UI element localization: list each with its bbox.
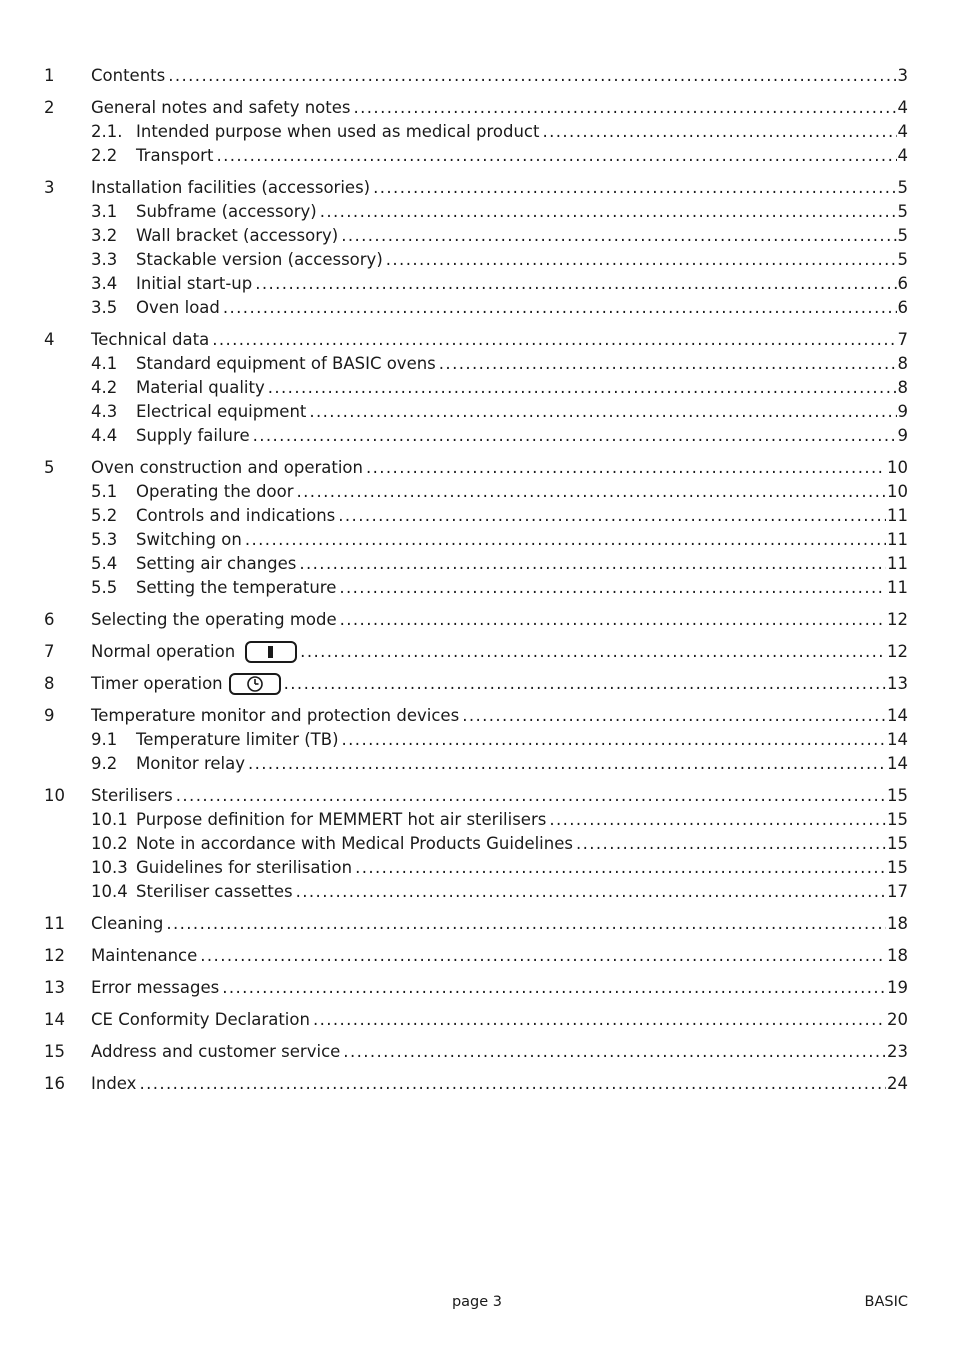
toc-number: 3.3: [91, 250, 118, 269]
toc-title: Monitor relay: [136, 754, 245, 773]
toc-number: 2.2: [91, 146, 118, 165]
toc-section[interactable]: [0, 672, 954, 696]
toc-section[interactable]: [0, 456, 954, 480]
toc-title: Timer operation: [91, 674, 223, 693]
toc-page-number: 6: [897, 274, 908, 293]
toc-number: 4: [44, 330, 55, 349]
normal-operation-bar-icon: [245, 641, 297, 663]
toc-number: 7: [44, 642, 55, 661]
toc-subsection[interactable]: [0, 856, 954, 880]
toc-page-number: 8: [897, 354, 908, 373]
toc-title: Material quality: [136, 378, 265, 397]
toc-page-number: 17: [887, 882, 908, 901]
toc-subsection[interactable]: [0, 224, 954, 248]
dot-leader: [338, 504, 886, 528]
dot-leader: [297, 480, 886, 504]
dot-leader: [176, 784, 886, 808]
dot-leader: [212, 328, 896, 352]
product-name: BASIC: [864, 1294, 908, 1310]
toc-page-number: 15: [887, 858, 908, 877]
toc-subsection[interactable]: [0, 528, 954, 552]
toc-page-number: 12: [887, 610, 908, 629]
toc-number: 5.4: [91, 554, 118, 573]
dot-leader: [299, 552, 886, 576]
toc-title: Switching on: [136, 530, 242, 549]
toc-number: 9.1: [91, 730, 118, 749]
toc-title: Temperature limiter (TB): [136, 730, 339, 749]
toc-title: Operating the door: [136, 482, 294, 501]
toc-title: Sterilisers: [91, 786, 173, 805]
dot-leader: [255, 272, 896, 296]
toc-title: Index: [91, 1074, 137, 1093]
toc-number: 3: [44, 178, 55, 197]
toc-title: Selecting the operating mode: [91, 610, 337, 629]
dot-leader: [343, 1040, 886, 1064]
toc-subsection[interactable]: [0, 728, 954, 752]
toc-page-number: 19: [887, 978, 908, 997]
toc-number: 4.1: [91, 354, 118, 373]
toc-page-number: 11: [887, 554, 908, 573]
toc-number: 5.1: [91, 482, 118, 501]
toc-number: 9.2: [91, 754, 118, 773]
toc-page-number: 4: [897, 146, 908, 165]
toc-section[interactable]: [0, 784, 954, 808]
toc-number: 12: [44, 946, 65, 965]
toc-title: Note in accordance with Medical Products Guidelines: [136, 834, 573, 853]
toc-title: Wall bracket (accessory): [136, 226, 339, 245]
toc-number: 10.4: [91, 882, 128, 901]
toc-page-number: 14: [887, 706, 908, 725]
toc-number: 5: [44, 458, 55, 477]
toc-subsection[interactable]: [0, 272, 954, 296]
toc-number: 13: [44, 978, 65, 997]
toc-title: Temperature monitor and protection devices: [91, 706, 460, 725]
toc-number: 10: [44, 786, 65, 805]
toc-page-number: 11: [887, 506, 908, 525]
toc-number: 6: [44, 610, 55, 629]
toc-subsection[interactable]: [0, 576, 954, 600]
page-number: page 3: [451, 1294, 503, 1310]
toc-subsection[interactable]: [0, 400, 954, 424]
toc-section[interactable]: [0, 328, 954, 352]
dot-leader: [549, 808, 886, 832]
toc-page-number: 15: [887, 834, 908, 853]
dot-leader: [341, 224, 896, 248]
toc-page-number: 9: [897, 426, 908, 445]
toc-number: 5.2: [91, 506, 118, 525]
toc-title: Intended purpose when used as medical product: [136, 122, 540, 141]
toc-title: Electrical equipment: [136, 402, 307, 421]
toc-number: 10.3: [91, 858, 128, 877]
toc-page-number: 20: [887, 1010, 908, 1029]
toc-number: 3.5: [91, 298, 118, 317]
toc-page-number: 7: [897, 330, 908, 349]
toc-subsection[interactable]: [0, 880, 954, 904]
dot-leader: [576, 832, 886, 856]
toc-page-number: 5: [897, 250, 908, 269]
toc-title: Supply failure: [136, 426, 250, 445]
toc-number: 3.4: [91, 274, 118, 293]
toc-number: 3.1: [91, 202, 118, 221]
dot-leader: [222, 976, 886, 1000]
toc-title: Guidelines for sterilisation: [136, 858, 353, 877]
dot-leader: [373, 176, 896, 200]
toc-section[interactable]: [0, 704, 954, 728]
toc-subsection[interactable]: [0, 144, 954, 168]
toc-number: 2: [44, 98, 55, 117]
toc-number: 4.3: [91, 402, 118, 421]
toc-section[interactable]: [0, 176, 954, 200]
toc-page-number: 5: [897, 202, 908, 221]
toc-page-number: 18: [887, 914, 908, 933]
toc-page-number: 10: [887, 458, 908, 477]
toc-page-number: 15: [887, 810, 908, 829]
toc-number: 3.2: [91, 226, 118, 245]
dot-leader: [366, 456, 886, 480]
toc-subsection[interactable]: [0, 120, 954, 144]
toc-title: Address and customer service: [91, 1042, 341, 1061]
toc-number: 14: [44, 1010, 65, 1029]
toc-section[interactable]: [0, 976, 954, 1000]
toc-title: Initial start-up: [136, 274, 253, 293]
dot-leader: [339, 576, 886, 600]
toc-title: Cleaning: [91, 914, 164, 933]
dot-leader: [300, 640, 886, 664]
toc-number: 2.1.: [91, 122, 123, 141]
toc-number: 11: [44, 914, 65, 933]
toc-section[interactable]: [0, 1072, 954, 1096]
toc-title: Normal operation: [91, 642, 236, 661]
toc-title: CE Conformity Declaration: [91, 1010, 310, 1029]
toc-title: Setting the temperature: [136, 578, 337, 597]
toc-page-number: 15: [887, 786, 908, 805]
toc-section[interactable]: [0, 912, 954, 936]
toc-title: Oven construction and operation: [91, 458, 363, 477]
toc-page-number: 4: [897, 122, 908, 141]
toc-number: 5.5: [91, 578, 118, 597]
toc-page-number: 5: [897, 178, 908, 197]
toc-page-number: 8: [897, 378, 908, 397]
dot-leader: [268, 376, 897, 400]
dot-leader: [139, 1072, 886, 1096]
toc-number: 4.4: [91, 426, 118, 445]
toc-section[interactable]: [0, 944, 954, 968]
dot-leader: [168, 64, 896, 88]
dot-leader: [223, 296, 897, 320]
toc-number: 10.2: [91, 834, 128, 853]
toc-title: Purpose definition for MEMMERT hot air sterilisers: [136, 810, 547, 829]
dot-leader: [313, 1008, 886, 1032]
toc-title: Installation facilities (accessories): [91, 178, 371, 197]
toc-subsection[interactable]: [0, 504, 954, 528]
toc-title: Error messages: [91, 978, 220, 997]
toc-title: Oven load: [136, 298, 220, 317]
toc-number: 8: [44, 674, 55, 693]
dot-leader: [200, 944, 886, 968]
dot-leader: [248, 752, 886, 776]
toc-title: Subframe (accessory): [136, 202, 317, 221]
toc-section[interactable]: [0, 1040, 954, 1064]
dot-leader: [355, 856, 886, 880]
dot-leader: [542, 120, 896, 144]
dot-leader: [216, 144, 896, 168]
dot-leader: [340, 608, 886, 632]
dot-leader: [439, 352, 897, 376]
toc-section[interactable]: [0, 1008, 954, 1032]
toc-subsection[interactable]: [0, 752, 954, 776]
toc-page-number: 3: [897, 66, 908, 85]
toc-page-number: 24: [887, 1074, 908, 1093]
dot-leader: [462, 704, 886, 728]
toc-number: 9: [44, 706, 55, 725]
dot-leader: [309, 400, 896, 424]
toc-page-number: 13: [887, 674, 908, 693]
toc-number: 15: [44, 1042, 65, 1061]
toc-number: 5.3: [91, 530, 118, 549]
toc-subsection[interactable]: [0, 552, 954, 576]
timer-clock-icon: [229, 673, 281, 695]
toc-page-number: 10: [887, 482, 908, 501]
toc-page-number: 14: [887, 754, 908, 773]
dot-leader: [296, 880, 886, 904]
toc-subsection[interactable]: [0, 424, 954, 448]
dot-leader: [386, 248, 897, 272]
dot-leader: [245, 528, 886, 552]
toc-section[interactable]: [0, 64, 954, 88]
toc-section[interactable]: [0, 96, 954, 120]
dot-leader: [284, 672, 886, 696]
toc-page-number: 6: [897, 298, 908, 317]
toc-title: General notes and safety notes: [91, 98, 351, 117]
toc-page-number: 9: [897, 402, 908, 421]
toc-title: Standard equipment of BASIC ovens: [136, 354, 436, 373]
toc-page-number: 5: [897, 226, 908, 245]
toc-number: 16: [44, 1074, 65, 1093]
toc-page-number: 12: [887, 642, 908, 661]
dot-leader: [253, 424, 897, 448]
toc-page-number: 14: [887, 730, 908, 749]
toc-title: Stackable version (accessory): [136, 250, 383, 269]
toc-page-number: 11: [887, 530, 908, 549]
toc-subsection[interactable]: [0, 832, 954, 856]
toc-title: Setting air changes: [136, 554, 297, 573]
toc-subsection[interactable]: [0, 296, 954, 320]
dot-leader: [354, 96, 897, 120]
toc-section[interactable]: [0, 640, 954, 664]
toc-section[interactable]: [0, 608, 954, 632]
toc-subsection[interactable]: [0, 808, 954, 832]
toc-title: Technical data: [91, 330, 210, 349]
toc-title: Maintenance: [91, 946, 198, 965]
toc-number: 1: [44, 66, 55, 85]
toc-subsection[interactable]: [0, 480, 954, 504]
toc-number: 10.1: [91, 810, 128, 829]
toc-title: Controls and indications: [136, 506, 336, 525]
dot-leader: [320, 200, 897, 224]
toc-subsection[interactable]: [0, 200, 954, 224]
dot-leader: [342, 728, 886, 752]
toc-page-number: 18: [887, 946, 908, 965]
toc-subsection[interactable]: [0, 352, 954, 376]
toc-title: Steriliser cassettes: [136, 882, 293, 901]
toc-number: 4.2: [91, 378, 118, 397]
toc-page-number: 11: [887, 578, 908, 597]
toc-subsection[interactable]: [0, 376, 954, 400]
dot-leader: [166, 912, 886, 936]
toc-page-number: 4: [897, 98, 908, 117]
toc-subsection[interactable]: [0, 248, 954, 272]
toc-title: Transport: [136, 146, 214, 165]
toc-page-number: 23: [887, 1042, 908, 1061]
toc-title: Contents: [91, 66, 166, 85]
